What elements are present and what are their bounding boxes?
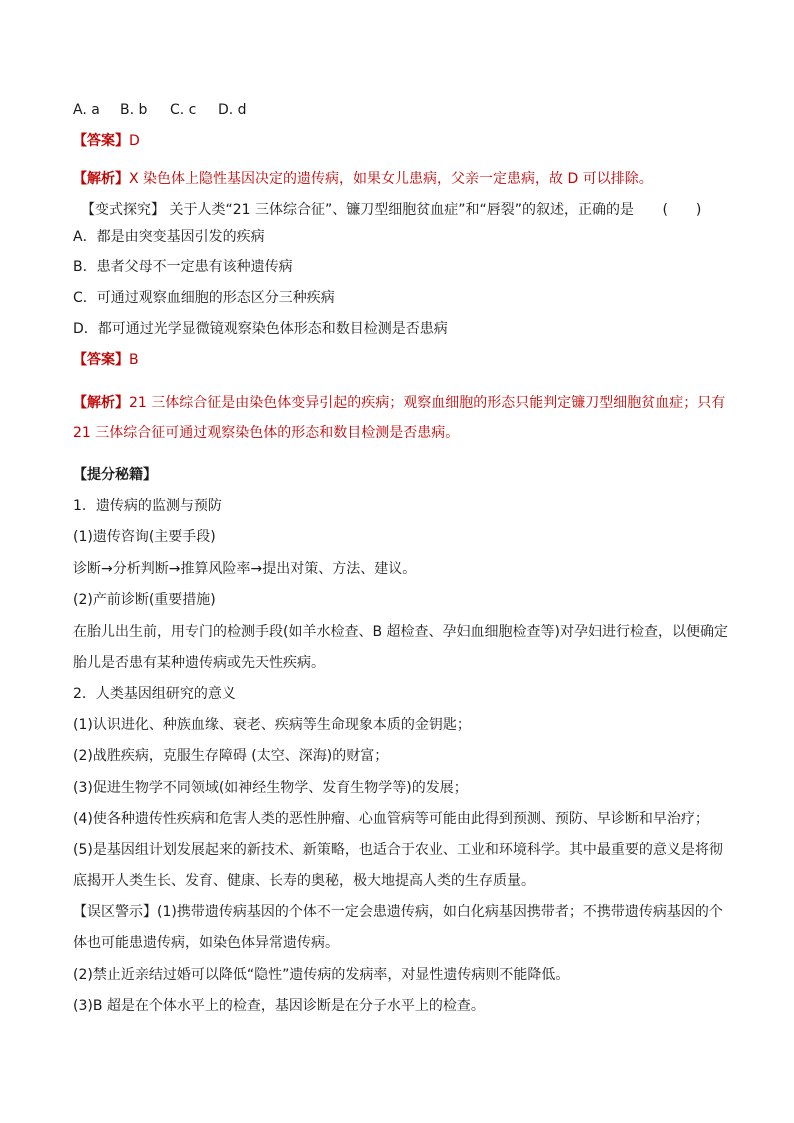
- tips-line-6: 胎儿是否患有某种遗传病或先天性疾病。: [73, 655, 325, 671]
- q1-options: [73, 101, 734, 119]
- q2-analysis-tag: 【解析】: [73, 395, 129, 411]
- tips-line-8: (1)认识进化、种族血缘、衰老、疾病等生命现象本质的金钥匙；: [73, 717, 471, 733]
- tips-line-2: (1)遗传咨询(主要手段): [73, 529, 216, 545]
- q1-analysis-tag: 【解析】: [73, 171, 129, 187]
- tips-line-3: 诊断→分析判断→推算风险率→提出对策、方法、建议。: [73, 561, 417, 577]
- q2-analysis-line1: [73, 394, 734, 412]
- q1-analysis: [73, 170, 734, 188]
- q2-option-c: C．可通过观察血细胞的形态区分三种疾病: [73, 290, 335, 306]
- tips-line-5: 在胎儿出生前，用专门的检测手段(如羊水检查、B 超检查、孕妇血细胞检查等)对孕妇进行检查，以便确定: [73, 624, 728, 640]
- tips-line-9: (2)战胜疾病，克服生存障碍 (太空、深海)的财富；: [73, 748, 389, 764]
- q1-option-b: B. b: [120, 102, 148, 118]
- warning-line-4: (3)B 超是在个体水平上的检查，基因诊断是在分子水平上的检查。: [73, 998, 485, 1014]
- warning-line-3: (2)禁止近亲结过婚可以降低“隐性”遗传病的发病率，对显性遗传病则不能降低。: [73, 967, 570, 983]
- q1-answer: [73, 132, 734, 150]
- q2-stem-text: 关于人类“21 三体综合征”、镰刀型细胞贫血症”和“唇裂”的叙述，正确的是: [169, 202, 634, 218]
- warning-line-2: 体也可能患遗传病，如染色体异常遗传病。: [73, 935, 339, 951]
- tips-line-12: (5)是基因组计划发展起来的新技术、新策略，也适合于农业、工业和环境科学。其中最重要的意义是将彻: [73, 842, 723, 858]
- tips-line-11: (4)使各种遗传性疾病和危害人类的恶性肿瘤、心血管病等可能由此得到预测、预防、早诊断和早治疗；: [73, 811, 709, 827]
- q2-tag: 【变式探究】: [81, 202, 165, 218]
- warning-line-1: [73, 903, 734, 921]
- q2-option-b: B．患者父母不一定患有该种遗传病: [73, 259, 293, 275]
- q2-answer-tag: 【答案】: [73, 352, 129, 368]
- q2-analysis-text-1: 21 三体综合征是由染色体变异引起的疾病；观察血细胞的形态只能判定镰刀型细胞贫血症；只有: [129, 395, 726, 411]
- q2-analysis-line2: 21 三体综合征可通过观察染色体的形态和数目检测是否患病。: [73, 425, 460, 441]
- q2-option-a: A．都是由突变基因引发的疾病: [73, 229, 265, 245]
- q1-answer-value: D: [129, 133, 140, 149]
- tips-heading: 【提分秘籍】: [73, 467, 157, 483]
- warning-tag: 【误区警示】: [73, 904, 157, 920]
- warning-text-1: (1)携带遗传病基因的个体不一定会患遗传病，如白化病基因携带者；不携带遗传病基因的个: [157, 904, 723, 920]
- q1-option-a: A. a: [73, 102, 100, 118]
- tips-line-13: 底揭开人类生长、发育、健康、长寿的奥秘，极大地提高人类的生存质量。: [73, 873, 535, 889]
- q2-answer: [73, 351, 734, 369]
- q1-option-d: D. d: [218, 102, 247, 118]
- tips-line-10: (3)促进生物学不同领域(如神经生物学、发育生物学等)的发展；: [73, 780, 468, 796]
- q2-stem: [81, 201, 734, 219]
- tips-line-7: 2．人类基因组研究的意义: [73, 686, 236, 702]
- q2-answer-value: B: [129, 352, 139, 368]
- tips-line-4: (2)产前诊断(重要措施): [73, 592, 216, 608]
- q1-option-c: C. c: [170, 102, 197, 118]
- q1-analysis-text: X 染色体上隐性基因决定的遗传病，如果女儿患病，父亲一定患病，故 D 可以排除。: [129, 171, 653, 187]
- q1-answer-tag: 【答案】: [73, 133, 129, 149]
- q2-bracket: ( ): [662, 202, 702, 218]
- tips-line-1: 1．遗传病的监测与预防: [73, 498, 222, 514]
- q2-option-d: D．都可通过光学显微镜观察染色体形态和数目检测是否患病: [73, 321, 448, 337]
